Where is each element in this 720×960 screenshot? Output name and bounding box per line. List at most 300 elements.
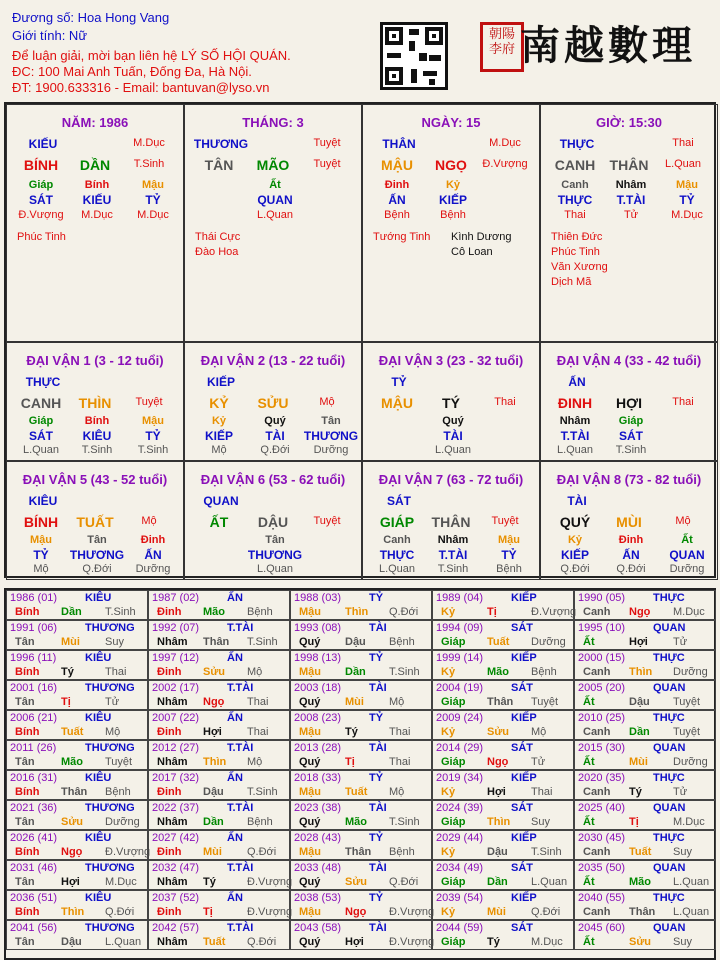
year-branch: Dậu [345, 636, 366, 648]
hidden-god: TỶ [501, 548, 517, 562]
year-stem: Tân [15, 756, 35, 768]
year-label: 2017 (32) [152, 772, 200, 784]
stage: Mộ [319, 396, 335, 408]
year-label: 1997 (12) [152, 652, 200, 664]
hidden-stage: Q.Đới [560, 563, 590, 575]
year-stage: Mộ [247, 756, 263, 768]
year-cell [290, 650, 432, 680]
year-label: 2006 (21) [10, 712, 58, 724]
hidden-god: TÀI [265, 429, 285, 443]
year-cell [6, 770, 148, 800]
qr-code-icon [380, 22, 448, 90]
red-seal [480, 22, 524, 72]
year-stage: T.Sinh [247, 786, 278, 798]
hidden-stem: Đinh [140, 534, 166, 546]
dai-van-1 [6, 342, 184, 461]
year-stem: Ất [583, 936, 595, 948]
ten-god: ẤN [227, 712, 243, 724]
year-label: 2037 (52) [152, 892, 200, 904]
heavenly-stem: MẬU [381, 395, 413, 411]
year-branch: Sửu [487, 726, 510, 738]
year-stem: Canh [583, 666, 611, 678]
year-branch: Mão [345, 816, 367, 828]
ten-god: T.TÀI [227, 622, 254, 634]
year-label: 2015 (30) [578, 742, 626, 754]
year-stem: Đinh [157, 726, 182, 738]
ten-god: TÀI [369, 802, 387, 814]
year-stage: Dưỡng [531, 636, 566, 648]
year-label: 2013 (28) [294, 742, 342, 754]
year-stem: Mậu [299, 906, 321, 918]
ten-god: QUAN [653, 682, 686, 694]
hidden-stage: Q.Đới [260, 444, 290, 456]
ten-god: TỶ [369, 892, 384, 904]
hidden-stem: Canh [561, 179, 589, 191]
heavenly-stem: KỶ [209, 395, 229, 411]
year-label: 2039 (54) [436, 892, 484, 904]
earthly-branch: TUẤT [76, 514, 114, 530]
year-stage: Mộ [389, 696, 405, 708]
year-cell [148, 710, 290, 740]
year-branch: Ngọ [629, 606, 651, 618]
hidden-stem: Mậu [142, 179, 164, 191]
year-label: 2032 (47) [152, 862, 200, 874]
year-stage: Bệnh [105, 786, 131, 798]
year-stage: Suy [673, 936, 692, 948]
hidden-god: KIẾP [438, 193, 467, 207]
hidden-stage: L.Quan [256, 563, 294, 575]
year-stage: Tử [673, 636, 688, 648]
year-branch: Tị [345, 756, 355, 768]
year-stage: M.Dục [105, 876, 137, 888]
stage: Thai [494, 396, 516, 408]
stage: Thai [672, 396, 694, 408]
ten-god: THỰC [653, 592, 685, 604]
hidden-stage: L.Quan [378, 563, 416, 575]
year-cell [574, 770, 716, 800]
hidden-stem: Bính [84, 415, 110, 427]
year-label: 2004 (19) [436, 682, 484, 694]
heavenly-stem: CANH [20, 395, 62, 411]
year-stem: Ất [583, 636, 595, 648]
hidden-stage: T.Sinh [81, 444, 113, 456]
year-label: 2036 (51) [10, 892, 58, 904]
year-branch: Thân [629, 906, 656, 918]
heavenly-stem: QUÝ [559, 514, 591, 530]
year-stage: Q.Đới [247, 936, 277, 948]
ten-god: TỶ [369, 592, 384, 604]
hidden-god: THƯƠNG [247, 548, 303, 562]
year-stage: L.Quan [531, 876, 568, 888]
year-cell [574, 800, 716, 830]
star: Đào Hoa [195, 246, 239, 258]
year-cell [432, 650, 574, 680]
hidden-god: T.TÀI [616, 193, 646, 207]
hidden-stage: Dưỡng [669, 563, 705, 575]
year-stage: Dưỡng [105, 816, 140, 828]
ten-god: KIẾU [28, 137, 58, 151]
year-cell [574, 860, 716, 890]
earthly-branch: THÌN [78, 395, 112, 411]
dai-van-title: ĐẠI VẬN 6 (53 - 62 tuổi) [200, 472, 346, 487]
ten-god: THƯƠNG [85, 802, 135, 814]
ten-god: THƯƠNG [193, 137, 249, 151]
hidden-stem: Kỷ [567, 534, 583, 546]
year-label: 2023 (38) [294, 802, 342, 814]
star: Thái Cực [195, 231, 241, 243]
hidden-god: QUAN [257, 193, 293, 207]
year-stem: Kỷ [441, 786, 456, 798]
year-stem: Kỷ [441, 666, 456, 678]
year-branch: Hợi [345, 936, 364, 948]
year-stage: Mộ [531, 726, 547, 738]
year-branch: Tị [203, 906, 213, 918]
year-label: 2018 (33) [294, 772, 342, 784]
ten-god: KIẾP [511, 652, 537, 664]
star: Thiên Đức [551, 231, 603, 243]
hidden-god: ẤN [144, 548, 162, 562]
year-stage: Dưỡng [673, 666, 708, 678]
year-stem: Kỷ [441, 726, 456, 738]
hidden-stem: Giáp [28, 415, 54, 427]
year-stage: M.Dục [531, 936, 563, 948]
pillar-2 [184, 104, 362, 342]
hidden-stem: Mậu [30, 534, 52, 546]
dai-van-5 [6, 461, 184, 580]
dai-van-2 [184, 342, 362, 461]
year-branch: Mão [487, 666, 509, 678]
earthly-branch: DẦN [79, 157, 111, 173]
year-branch: Sửu [203, 666, 226, 678]
year-cell [148, 860, 293, 890]
hidden-stem: Nhâm [615, 179, 647, 191]
hidden-stem: Kỷ [445, 179, 461, 191]
year-stem: Kỷ [441, 606, 456, 618]
ten-god: ẤN [227, 592, 243, 604]
year-cell [574, 830, 716, 860]
year-cell [6, 710, 148, 740]
hidden-god: QUAN [669, 548, 705, 562]
earthly-branch: SỬU [257, 395, 289, 411]
year-label: 2019 (34) [436, 772, 484, 784]
header [0, 0, 720, 100]
year-label: 2020 (35) [578, 772, 626, 784]
year-branch: Hợi [61, 876, 80, 888]
hidden-stage: Đ.Vượng [18, 209, 64, 221]
year-stem: Giáp [441, 816, 466, 828]
ten-god: ẤN [227, 772, 243, 784]
hidden-stem: Nhâm [437, 534, 469, 546]
year-label: 2042 (57) [152, 922, 200, 934]
earthly-branch: MÃO [256, 157, 290, 173]
year-stage: Mộ [247, 666, 263, 678]
year-branch: Dậu [629, 696, 650, 708]
year-branch: Thân [345, 846, 372, 858]
star: Phúc Tinh [17, 231, 66, 243]
year-label: 1987 (02) [152, 592, 200, 604]
hidden-god: TÀI [443, 429, 463, 443]
year-label: 2041 (56) [10, 922, 58, 934]
year-cell [290, 770, 432, 800]
year-stem: Bính [15, 726, 40, 738]
stage-branch: Đ.Vượng [482, 158, 528, 170]
year-label: 2016 (31) [10, 772, 58, 784]
year-cell [6, 890, 148, 920]
ten-god: TỶ [369, 832, 384, 844]
year-cell [574, 590, 716, 620]
ten-god: T.TÀI [227, 682, 254, 694]
year-cell [290, 710, 432, 740]
year-label: 1999 (14) [436, 652, 484, 664]
year-stage: Dưỡng [673, 756, 708, 768]
year-stem: Nhâm [157, 936, 188, 948]
stage: Thai [672, 137, 694, 149]
ten-god: TÀI [369, 862, 387, 874]
star: Tướng Tinh [373, 231, 431, 243]
year-stage: M.Dục [673, 816, 705, 828]
year-cell [432, 830, 574, 860]
year-branch: Dần [487, 876, 508, 888]
year-stem: Tân [15, 696, 35, 708]
hidden-god: TỶ [679, 193, 695, 207]
owner-name: Đương số: Hoa Hong Vang [12, 10, 170, 25]
year-stage: Đ.Vượng [247, 906, 293, 918]
ten-god: TÀI [369, 622, 387, 634]
year-branch: Ngọ [203, 696, 225, 708]
year-label: 1988 (03) [294, 592, 342, 604]
year-label: 2003 (18) [294, 682, 342, 694]
star: Kình Dương [451, 231, 512, 243]
year-label: 2002 (17) [152, 682, 200, 694]
year-stem: Giáp [441, 696, 466, 708]
year-branch: Tuất [203, 936, 226, 948]
year-stem: Giáp [441, 876, 466, 888]
ten-god: KIẾP [511, 892, 537, 904]
year-stem: Quý [299, 636, 321, 648]
dai-van-7 [362, 461, 540, 580]
year-stage: Bệnh [389, 846, 415, 858]
ten-god: THỰC [653, 652, 685, 664]
heavenly-stem: TÂN [204, 157, 234, 173]
hidden-stem: Canh [383, 534, 411, 546]
ten-god: SÁT [511, 682, 533, 694]
dai-van-title: ĐẠI VẬN 5 (43 - 52 tuổi) [22, 472, 168, 487]
year-cell [148, 770, 290, 800]
year-stage: Đ.Vượng [247, 876, 293, 888]
year-stage: Thai [389, 726, 411, 738]
year-branch: Ngọ [61, 846, 83, 858]
year-label: 1986 (01) [10, 592, 58, 604]
pillar-4 [540, 104, 718, 342]
pillar-3 [362, 104, 540, 342]
pillar-title: THÁNG: 3 [242, 115, 304, 130]
year-cell [574, 710, 716, 740]
year-label: 2011 (26) [10, 742, 57, 754]
stage: Mộ [675, 515, 691, 527]
year-branch: Tý [345, 726, 358, 738]
hidden-god: ẤN [388, 193, 406, 207]
year-label: 1990 (05) [578, 592, 626, 604]
ten-god: TỶ [369, 652, 384, 664]
year-stage: Bệnh [247, 816, 273, 828]
year-branch: Dậu [203, 786, 224, 798]
hidden-stage: T.Sinh [615, 444, 647, 456]
year-stage: Thai [247, 726, 269, 738]
hidden-god: THƯƠNG [303, 429, 359, 443]
annual-luck-table [4, 588, 716, 960]
stage-branch: T.Sinh [133, 158, 165, 170]
earthly-branch: MÙI [616, 514, 642, 530]
hidden-stage: Mộ [33, 563, 49, 575]
year-cell [148, 680, 290, 710]
year-stage: Đ.Vượng [389, 936, 435, 948]
stage: M.Dục [133, 137, 165, 149]
year-label: 1994 (09) [436, 622, 484, 634]
year-stage: Suy [531, 816, 550, 828]
year-branch: Sửu [629, 936, 652, 948]
year-stage: Đ.Vượng [531, 606, 577, 618]
year-branch: Thìn [487, 816, 511, 828]
earthly-branch: HỢI [616, 395, 642, 411]
year-stage: M.Dục [673, 606, 705, 618]
year-label: 2034 (49) [436, 862, 484, 874]
year-label: 2022 (37) [152, 802, 200, 814]
year-branch: Tị [629, 816, 639, 828]
year-cell [432, 770, 574, 800]
year-cell [6, 590, 148, 620]
year-stage: L.Quan [673, 906, 710, 918]
ten-god: TỶ [391, 375, 407, 389]
year-label: 2044 (59) [436, 922, 484, 934]
dai-van-title: ĐẠI VẬN 1 (3 - 12 tuổi) [26, 353, 164, 368]
year-label: 2040 (55) [578, 892, 626, 904]
hidden-stage: Q.Đới [616, 563, 646, 575]
hidden-stem: Đinh [384, 179, 410, 191]
year-label: 1991 (06) [10, 622, 58, 634]
dai-van-title: ĐẠI VẬN 8 (73 - 82 tuổi) [556, 472, 702, 487]
pillar-1 [6, 104, 184, 342]
pillar-title: NĂM: 1986 [61, 115, 129, 130]
year-cell [290, 920, 435, 950]
ten-god: KIÊU [85, 592, 112, 604]
year-stage: Q.Đới [531, 906, 561, 918]
hidden-god: KIẾU [82, 193, 112, 207]
year-label: 2009 (24) [436, 712, 484, 724]
year-cell [6, 920, 148, 950]
year-cell [574, 650, 716, 680]
year-stem: Bính [15, 606, 40, 618]
year-stem: Đinh [157, 606, 182, 618]
year-branch: Dần [629, 726, 650, 738]
year-branch: Thìn [629, 666, 653, 678]
year-stem: Quý [299, 936, 321, 948]
year-cell [432, 680, 574, 710]
heavenly-stem: MẬU [381, 157, 413, 173]
year-stage: Tử [673, 786, 688, 798]
year-label: 2035 (50) [578, 862, 626, 874]
ten-god: ẤN [227, 832, 243, 844]
dai-van-title: ĐẠI VẬN 4 (33 - 42 tuổi) [556, 353, 702, 368]
year-cell [6, 740, 148, 770]
ten-god: THƯƠNG [85, 682, 135, 694]
hidden-stem: Mậu [142, 415, 164, 427]
year-cell [148, 800, 290, 830]
year-stage: L.Quan [673, 876, 710, 888]
year-stem: Canh [583, 906, 611, 918]
year-branch: Thân [487, 696, 514, 708]
hidden-god: SÁT [29, 193, 53, 207]
year-stem: Giáp [441, 756, 466, 768]
earthly-branch: THÂN [431, 514, 471, 530]
year-stage: T.Sinh [389, 816, 420, 828]
year-stem: Canh [583, 606, 611, 618]
year-label: 2030 (45) [578, 832, 626, 844]
year-stage: Mộ [389, 786, 405, 798]
year-branch: Tý [61, 666, 74, 678]
hidden-god: T.TÀI [560, 429, 590, 443]
hidden-stage: M.Dục [671, 209, 703, 221]
year-cell [432, 710, 574, 740]
year-stage: Thai [247, 696, 269, 708]
heavenly-stem: ĐINH [557, 395, 593, 411]
year-stem: Nhâm [157, 696, 188, 708]
ten-god: KIẾP [511, 592, 537, 604]
hidden-stem: Bính [84, 179, 110, 191]
year-cell [290, 620, 432, 650]
hidden-stem: Tân [265, 534, 285, 546]
hidden-stage: T.Sinh [437, 563, 469, 575]
hidden-god: KIÊU [82, 429, 112, 443]
year-label: 2025 (40) [578, 802, 626, 814]
year-stem: Kỷ [441, 906, 456, 918]
ten-god: ẤN [227, 892, 243, 904]
ten-god: KIÊU [85, 772, 112, 784]
stage: Tuyệt [313, 515, 341, 527]
ten-god: SÁT [511, 622, 533, 634]
seal-text: 朝陽李府 [488, 27, 515, 57]
year-stem: Ất [583, 756, 595, 768]
year-label: 2026 (41) [10, 832, 58, 844]
ten-god: SÁT [511, 742, 533, 754]
year-branch: Ngọ [487, 756, 509, 768]
ten-god: T.TÀI [227, 802, 254, 814]
phone-email-line: ĐT: 1900.633316 - Email: bantuvan@lyso.vn [12, 80, 270, 95]
year-cell [432, 590, 577, 620]
year-stage: Thai [389, 756, 411, 768]
dai-van-3 [362, 342, 540, 461]
year-stem: Tân [15, 936, 35, 948]
year-stage: T.Sinh [247, 636, 278, 648]
ten-god: THƯƠNG [85, 922, 135, 934]
year-cell [290, 800, 432, 830]
star: Phúc Tinh [551, 246, 600, 258]
hidden-god: THỰC [557, 193, 593, 207]
ten-god: SÁT [511, 922, 533, 934]
year-label: 2024 (39) [436, 802, 484, 814]
year-stem: Bính [15, 666, 40, 678]
year-label: 2038 (53) [294, 892, 342, 904]
hidden-stage: Bệnh [384, 209, 410, 221]
hidden-stage: Tử [623, 209, 639, 221]
bazi-chart [4, 102, 716, 578]
year-stem: Giáp [441, 636, 466, 648]
hidden-stage: M.Dục [137, 209, 169, 221]
year-stage: Q.Đới [389, 606, 419, 618]
year-cell [6, 620, 148, 650]
year-cell [148, 830, 290, 860]
ten-god: T.TÀI [227, 862, 254, 874]
ten-god: THÂN [382, 137, 416, 151]
